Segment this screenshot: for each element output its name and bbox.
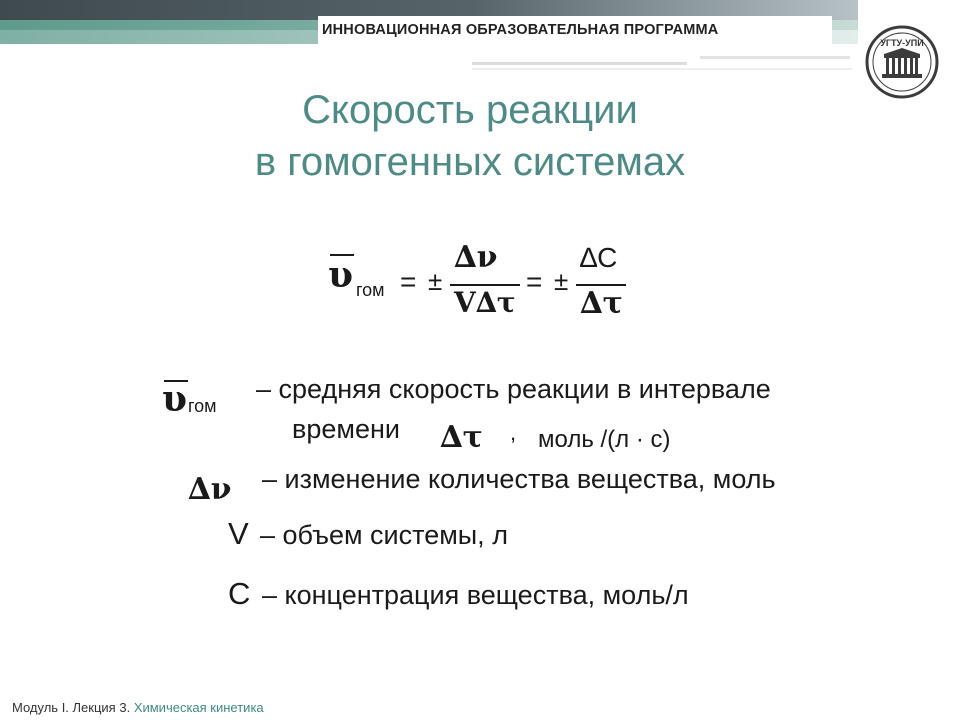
formula-upsilon: υ bbox=[328, 254, 353, 296]
formula-equals: = bbox=[526, 266, 543, 297]
footer-topic: Химическая кинетика bbox=[133, 700, 264, 715]
slide-title-line: в гомогенных системах bbox=[254, 140, 686, 184]
program-title: ИННОВАЦИОННАЯ ОБРАЗОВАТЕЛЬНАЯ ПРОГРАММА bbox=[322, 22, 719, 38]
formula-denominator bbox=[454, 286, 516, 319]
definition-volume-letter: V bbox=[228, 516, 249, 551]
formula-numerator: ∆ν bbox=[454, 240, 498, 275]
definition-unit: моль /(л · с) bbox=[538, 426, 671, 453]
header-rule bbox=[700, 56, 850, 59]
footer-module: Модуль I. Лекция 3. bbox=[12, 700, 131, 715]
formula-plusminus: ± bbox=[428, 266, 443, 296]
formula-numerator: ∆С bbox=[580, 242, 618, 273]
definition-rate-text: – средняя скорость реакции в интервале bbox=[256, 374, 771, 404]
formula-denominator-text: V∆τ bbox=[454, 286, 516, 319]
formula-denominator: ∆τ bbox=[580, 286, 623, 321]
formula-plusminus: ± bbox=[554, 266, 569, 296]
definition-delta-nu: ∆ν bbox=[188, 472, 232, 507]
definition-delta-tau: ∆τ bbox=[440, 420, 483, 455]
definition-upsilon: υ bbox=[162, 378, 187, 420]
formula-subscript: гом bbox=[356, 280, 385, 300]
definition-rate-text-line2: времени bbox=[292, 414, 400, 444]
definition-volume-text: – объем системы, л bbox=[260, 520, 508, 550]
rate-formula bbox=[324, 240, 644, 330]
definition-subscript: гом bbox=[188, 396, 217, 416]
formula-equals: = bbox=[400, 266, 417, 297]
slide-title bbox=[0, 84, 940, 188]
definition-concentration-letter: С bbox=[228, 576, 251, 611]
slide-title-line: Скорость реакции bbox=[302, 88, 638, 132]
footer bbox=[12, 700, 264, 715]
definition-comma: , bbox=[510, 420, 517, 445]
definition-rate-symbol bbox=[160, 368, 240, 418]
header-rule bbox=[472, 68, 852, 70]
definition-amount-text: – изменение количества вещества, моль bbox=[262, 464, 776, 494]
definition-concentration-text: – концентрация вещества, моль/л bbox=[262, 580, 689, 610]
header-rule bbox=[472, 62, 687, 65]
logo-text: УГТУ-УПИ bbox=[880, 38, 924, 48]
